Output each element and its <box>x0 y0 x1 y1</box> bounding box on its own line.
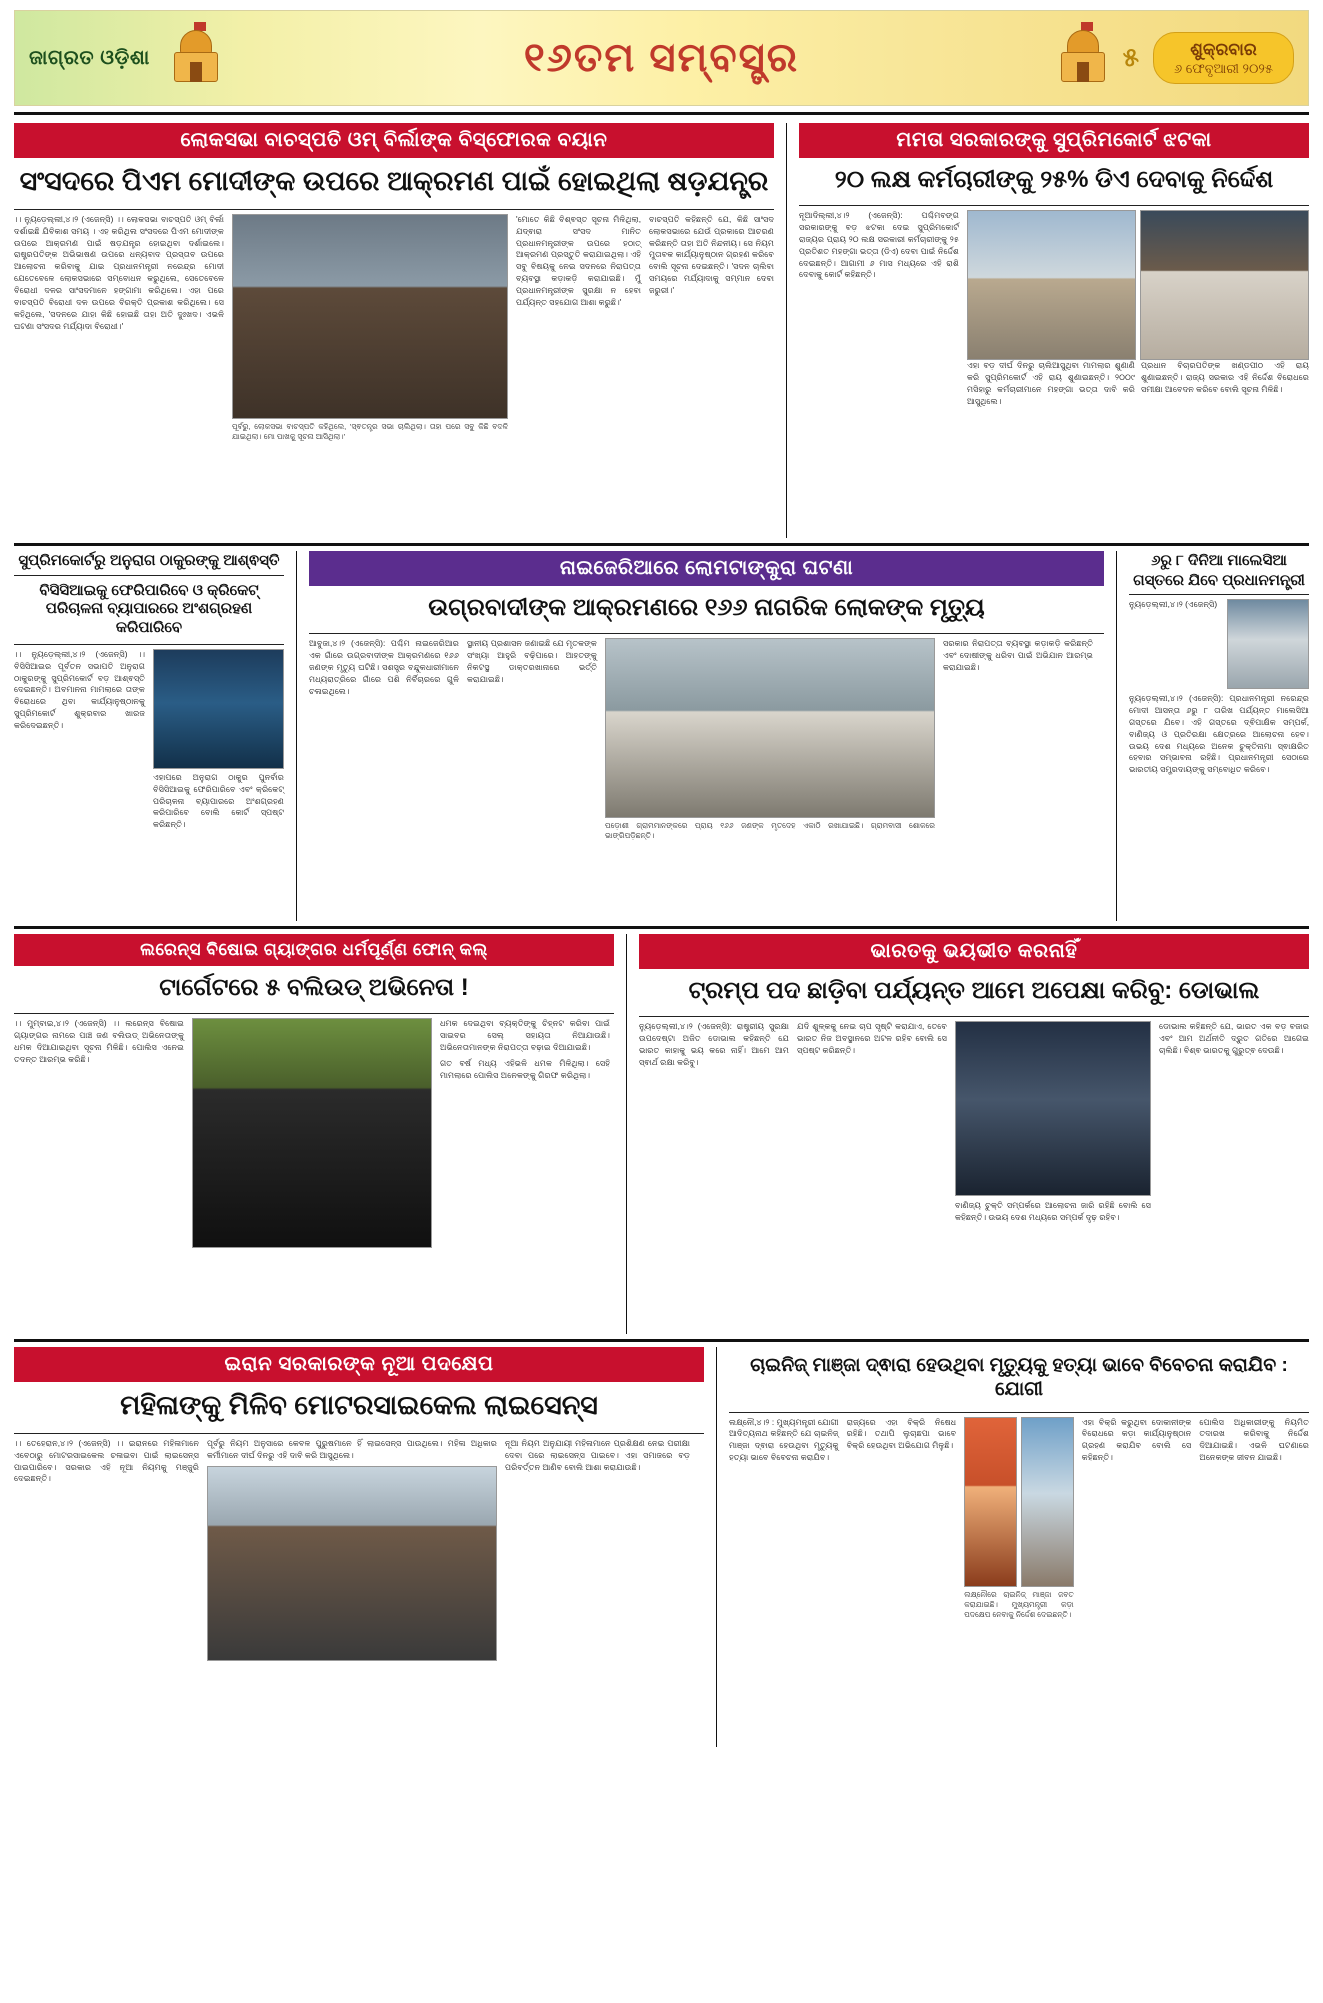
article-headline: ମହିଳାଙ୍କୁ ମିଳିବ ମୋଟରସାଇକେଲ ଲାଇସେନ୍ସ <box>120 1390 598 1420</box>
article-dateline: ନ୍ୟୁଡ଼େଲ୍ଲୀ,୪।୨ (ଏଜେନ୍ସି) <box>1129 600 1218 609</box>
photo-caption: ଲକ୍ଷ୍ନୌରେ ଚାଇନିଜ୍ ମାଞ୍ଜା ଜବତ କରାଯାଇଛି। ମୁଖ୍ୟମନ୍ତ୍ରୀ କଡ଼ା ପଦକ୍ଷେପ ନେବାକୁ ନିର୍ଦ୍ଦେଶ ଦେଇଛନ୍ତି। <box>964 1589 1074 1619</box>
article-body-col1: ।। ତେହେରାନ,୪।୨ (ଏଜେନ୍ସି) ।। ଇରାନରେ ମହିଳାମାନେ ଏବେଠାରୁ ମୋଟରସାଇକେଲ ଚଳାଇବା ପାଇଁ ଲାଇସେନ୍ସ ପାଇପାରିବେ। ସରକାର ଏହି ନୂଆ ନିୟମକୁ ମଞ୍ଜୁରି ଦେଇଛନ୍ତି। <box>14 1438 199 1484</box>
column-divider <box>716 1347 717 1747</box>
narendra-modi-photo <box>1227 599 1309 689</box>
mamata-banerjee-photo <box>1140 210 1309 360</box>
article-nigeria <box>309 551 1104 921</box>
publication-day: ଶୁକ୍ରବାର <box>1190 40 1257 60</box>
article-body-col4: ଡୋଭାଲ କହିଛନ୍ତି ଯେ, ଭାରତ ଏକ ବଡ଼ ବଜାର ଏବଂ ଆମ ଅର୍ଥନୀତି ଦ୍ରୁତ ଗତିରେ ଆଗେଇ ଚାଲିଛି। ବିଶ୍ଵ ଭାରତକୁ ଗୁରୁତ୍ଵ ଦେଉଛି। <box>1159 1022 1309 1055</box>
article-iran-licence <box>14 1347 704 1747</box>
article-om-birla <box>14 123 774 538</box>
article-body-col3: ବାଚସ୍ପତି କହିଛନ୍ତି ଯେ, କିଛି ସାଂସଦ ଲୋକସଭାରେ ଯେଉଁ ପ୍ରକାରେ ଆଚରଣ କରିଛନ୍ତି ତାହା ଅତି ନିନ୍ଦନୀୟ। ସେ ନିୟମ ମୁତାବକ କାର୍ଯ୍ୟାନୁଷ୍ଠାନ ଗ୍ରହଣ କରିବେ ବୋଲି ସୂଚନା ଦେଇଛନ୍ତି। 'ସଦନ ଚାଲିବା ସମୟରେ ମର୍ଯ୍ୟାଦାକୁ ସମ୍ମାନ ଦେବା ଜରୁରୀ।' <box>649 214 774 296</box>
masthead <box>14 10 1309 106</box>
fourth-row <box>14 1347 1309 1747</box>
column-divider <box>786 123 787 538</box>
article-body-col2: ଏହାପରେ ଅନୁରାଗ ଠାକୁର ପୁନର୍ବାର ବିସିସିଆଇକୁ ଫେରିପାରିବେ ଏବଂ କ୍ରିକେଟ୍ ପରିଚାଳନା ବ୍ୟାପାରରେ ଅଂଶଗ୍ରହଣ କରିପାରିବେ ବୋଲି କୋର୍ଟ ସ୍ପଷ୍ଟ କରିଛନ୍ତି। <box>153 772 284 830</box>
top-row <box>14 123 1309 538</box>
article-body-col2: ଯଦି ଶୁଳ୍କକୁ ନେଇ ଚାପ ସୃଷ୍ଟି କରାଯାଏ, ତେବେ ଭାରତ ନିଜ ଅବସ୍ଥାନରେ ଅଟଳ ରହିବ ବୋଲି ସେ ସ୍ପଷ୍ଟ କରିଛନ୍ତି। <box>797 1022 947 1055</box>
om-birla-photo <box>232 214 508 419</box>
article-body-col1: ଆବୁଜା,୪।୨ (ଏଜେନ୍ସି): ପଶ୍ଚିମ ନାଇଜେରିଆର ଏକ ଗାଁରେ ଉଗ୍ରବାଦୀଙ୍କ ଆକ୍ରମଣରେ ୧୬୬ ଜଣଙ୍କ ମୃତ୍ୟୁ ଘଟିଛି। ସଶସ୍ତ୍ର ବନ୍ଦୁକଧାରୀମାନେ ମଧ୍ୟରାତ୍ରିରେ ଗାଁରେ ପଶି ନିର୍ବିଚାରରେ ଗୁଳି ଚଳାଇଥିଲେ। <box>309 639 459 696</box>
chinese-manja-photo <box>1021 1417 1074 1587</box>
article-doval <box>639 934 1309 1334</box>
column-divider <box>1116 551 1117 921</box>
second-row <box>14 551 1309 921</box>
article-headline: ଟ୍ରମ୍ପ ପଦ ଛାଡ଼ିବା ପର୍ଯ୍ୟନ୍ତ ଆମେ ଅପେକ୍ଷା କରିବୁ: ଡୋଭାଲ <box>688 977 1260 1004</box>
women-bikers-photo <box>207 1466 497 1661</box>
article-headline: ସଂସଦରେ ପିଏମ ମୋଦୀଙ୍କ ଉପରେ ଆକ୍ରମଣ ପାଇଁ ହୋଇଥିଲା ଷଡ଼ଯନ୍ତ୍ର <box>19 166 769 196</box>
article-body-col2: ସ୍ଥାନୀୟ ପ୍ରଶାସନ ଜଣାଇଛି ଯେ ମୃତକଙ୍କ ସଂଖ୍ୟା ଆହୁରି ବଢ଼ିପାରେ। ଆହତଙ୍କୁ ନିକଟସ୍ଥ ଡାକ୍ତରଖାନାରେ ଭର୍ତ୍ତି କରାଯାଇଛି। <box>467 639 597 684</box>
article-body-col3: ନୂଆ ନିୟମ ଅନୁଯାୟୀ ମହିଳାମାନେ ପ୍ରଶିକ୍ଷଣ ନେଇ ପରୀକ୍ଷା ଦେବା ପରେ ଲାଇସେନ୍ସ ପାଇବେ। ଏହା ସମାଜରେ ବଡ଼ ପରିବର୍ତ୍ତନ ଆଣିବ ବୋଲି ଆଶା କରାଯାଉଛି। <box>505 1438 690 1472</box>
issue-number: ୫ <box>1122 42 1139 72</box>
masthead-right <box>1057 28 1294 88</box>
article-kicker: ଇରାନ ସରକାରଙ୍କ ନୂଆ ପଦକ୍ଷେପ <box>14 1347 704 1382</box>
article-malaysia-visit <box>1129 551 1309 921</box>
article-kicker: ଚାଇନିଜ୍ ମାଞ୍ଜା ଦ୍ଵାରା ହେଉଥିବା ମୃତ୍ୟୁକୁ ହତ୍ୟା ଭାବେ ବିବେଚନା କରାଯିବ : ଯୋଗୀ <box>729 1347 1309 1408</box>
article-yogi-manja <box>729 1347 1309 1747</box>
article-body-col3: ସରକାର ନିରାପତ୍ତା ବ୍ୟବସ୍ଥା କଡ଼ାକଡ଼ି କରିଛନ୍ତି ଏବଂ ଦୋଷୀଙ୍କୁ ଧରିବା ପାଇଁ ଅଭିଯାନ ଆରମ୍ଭ କରାଯାଇଛି। <box>943 639 1093 672</box>
article-mamata-da <box>799 123 1309 538</box>
temple-icon <box>170 28 222 88</box>
article-body-col3: ଗତ ବର୍ଷ ମଧ୍ୟ ଏହିଭଳି ଧମକ ମିଳିଥିଲା। ସେହି ମାମଲାରେ ପୋଲିସ ଅନେକଙ୍କୁ ଗିରଫ କରିଥିଲା। <box>440 1058 610 1080</box>
article-body-col1: ।। ମୁମ୍ବାଇ,୪।୨ (ଏଜେନ୍ସି) ।। ଲରେନ୍ସ ବିଷୋଇ ଗ୍ୟାଙ୍ଗର ନାମରେ ପାଞ୍ଚ ଜଣ ବଲିଉଡ୍ ଅଭିନେତାଙ୍କୁ ଧମକ ଦିଆଯାଇଥିବା ସୂଚନା ମିଳିଛି। ପୋଲିସ ଏନେଇ ତଦନ୍ତ ଆରମ୍ଭ କରିଛି। <box>14 1019 184 1064</box>
article-body-col2: 'ମୋତେ କିଛି ବିଶ୍ଵସ୍ତ ସୂଚନା ମିଳିଥିଲା, ଯଦ୍ଵାରା ସଂସଦ ମାନିତ ପ୍ରଧାନମନ୍ତ୍ରୀଙ୍କ ଉପରେ ହଠାତ୍ ଆକ୍ରମଣ ପ୍ରସ୍ତୁତି କରାଯାଇଥିଲା। ଏହି ସବୁ ବିଷୟକୁ ନେଇ ସଦନରେ ନିରାପତ୍ତା ବ୍ୟବସ୍ଥା କଡ଼ାକଡ଼ି କରାଯାଇଛି। ମୁଁ ପ୍ରଧାନମନ୍ତ୍ରୀଙ୍କ ସୁରକ୍ଷା ନ ହେବା ପର୍ଯ୍ୟନ୍ତ ସହଯୋଗ ଆଶା କରୁଛି।' <box>516 214 641 307</box>
article-kicker: ଲରେନ୍ସ ବିଷୋଇ ଗ୍ୟାଙ୍ଗର ଧର୍ମପୂର୍ଣ୍ଣ ଫୋନ୍ କଲ୍ <box>14 934 614 966</box>
article-anurag-thakur <box>14 551 284 921</box>
column-divider <box>626 934 627 1334</box>
nigeria-funeral-photo <box>605 638 935 818</box>
masthead-title: ୧୬ତମ ସମ୍ବସ୍ତ୍ର <box>523 35 800 80</box>
newspaper-brand: ଜାଗ୍ରତ ଓଡ଼ିଶା <box>29 46 150 69</box>
trump-modi-photo <box>955 1021 1151 1196</box>
anurag-thakur-photo <box>153 649 284 769</box>
article-headline: ୨୦ ଲକ୍ଷ କର୍ମଚାରୀଙ୍କୁ ୨୫% ଡିଏ ଦେବାକୁ ନିର୍ଦ୍ଦେଶ <box>834 166 1274 193</box>
article-kicker: ନାଇଜେରିଆରେ ଲୋମଟାଙ୍କୁରା ଘଟଣା <box>309 551 1104 586</box>
third-row <box>14 934 1309 1334</box>
article-body-col2: ଧମକ ଦେଇଥିବା ବ୍ୟକ୍ତିଙ୍କୁ ଚିହ୍ନଟ କରିବା ପାଇଁ ସାଇବର ସେଲ୍ ସହାୟତା ନିଆଯାଉଛି। ଅଭିନେତାମାନଙ୍କ ନିରାପତ୍ତା ବଢ଼ାଇ ଦିଆଯାଇଛି। <box>440 1019 610 1052</box>
article-subhead: ବିସିସିଆଇକୁ ଫେରିପାରିବେ ଓ କ୍ରିକେଟ୍ ପରିଚାଳନା ବ୍ୟାପାରରେ ଅଂଶଗ୍ରହଣ କରିପାରିବେ <box>39 581 259 636</box>
article-body: ନ୍ୟୁଡ଼େଲ୍ଲୀ,୪।୨ (ଏଜେନ୍ସି): ପ୍ରଧାନମନ୍ତ୍ରୀ ନରେନ୍ଦ୍ର ମୋଦୀ ଆସନ୍ତା ୬ରୁ ୮ ତାରିଖ ପର୍ଯ୍ୟନ୍ତ ମାଲେସିଆ ଗସ୍ତରେ ଯିବେ। ଏହି ଗସ୍ତରେ ଦ୍ଵିପାକ୍ଷିକ ସମ୍ପର୍କ, ବାଣିଜ୍ୟ ଓ ପ୍ରତିରକ୍ଷା କ୍ଷେତ୍ରରେ ଆଲୋଚନା ହେବ। ଉଭୟ ଦେଶ ମଧ୍ୟରେ ଅନେକ ଚୁକ୍ତିନାମା ସ୍ଵାକ୍ଷରିତ ହେବାର ସମ୍ଭାବନା ରହିଛି। ପ୍ରଧାନମନ୍ତ୍ରୀ ସେଠାରେ ଭାରତୀୟ ସମ୍ପ୍ରଦାୟଙ୍କୁ ସମ୍ବୋଧିତ କରିବେ। <box>1129 694 1309 775</box>
article-body-col2: ରାଜ୍ୟରେ ଏହା ବିକ୍ରି ନିଷେଧ ରହିଛି। ତଥାପି ଲୁଚାଛପା ଭାବେ ବିକ୍ରି ହେଉଥିବା ଅଭିଯୋଗ ମିଳୁଛି। <box>846 1417 957 1451</box>
masthead-rule <box>14 112 1309 115</box>
article-bishnoi <box>14 934 614 1334</box>
article-body-col1: ।। ନ୍ୟୁଡ଼େଲ୍ଲୀ,୪।୨ (ଏଜେନ୍ସି) ।। ଲୋକସଭା ବାଚସ୍ପତି ଓମ୍ ବିର୍ଲା ଦର୍ଶାଇଛି ଯିବିକାଶ ସମୟ । ଏହ କରିଥିଲ ସଂସଦରେ ପିଏମ ମୋଦୀଙ୍କ ଉପରେ ଆକ୍ରମଣ ପାଇଁ ଷଡ଼ଯନ୍ତ୍ର ହୋଇଥିବା ଦର୍ଶାଇଲେ। ରାଷ୍ଟ୍ରପତିଙ୍କ ଅଭିଭାଷଣ ଉପରେ ଧନ୍ୟବାଦ ପ୍ରସ୍ତାବ ଉପରେ ଆଲୋଚନା କରିବାକୁ ଯାଇ ପ୍ରଧାନମନ୍ତ୍ରୀ ନରେନ୍ଦ୍ର ମୋଦୀ ଯେତେବେଳେ ଲୋକସଭାରେ ସମ୍ବୋଧନ କରୁଥିଲେ, ସେତେବେଳେ ବିରୋଧୀ ଦଳର ସାଂସଦମାନେ ହଙ୍ଗାମା କରିଥିଲେ। ଏହା ପରେ ବାଚସ୍ପତି ବିରୋଧୀ ଦଳ ଉପରେ ବିରକ୍ତି ପ୍ରକାଶ କରିଥିଲେ। ସେ କହିଥିଲେ, 'ସଦନରେ ଯାହା କିଛି ହୋଇଛି ତାହା ଅତି ଦୁଃଖଦ। ଏଭଳି ଘଟଣା ସଂସଦର ମର୍ଯ୍ୟାଦା ବିରୋଧୀ।' <box>14 214 224 331</box>
article-body-col1: ନୂଆଦିଲ୍ଲୀ,୪।୨ (ଏଜେନ୍ସି): ପଶ୍ଚିମବଙ୍ଗ ସରକାରଙ୍କୁ ବଡ଼ ଝଟକା ଦେଇ ସୁପ୍ରିମକୋର୍ଟ ରାଜ୍ୟର ପ୍ରାୟ ୨୦ ଲକ୍ଷ ସରକାରୀ କର୍ମଚାରୀଙ୍କୁ ୨୫ ପ୍ରତିଶତ ମହଙ୍ଗା ଭତ୍ତା (ଡିଏ) ଦେବା ପାଇଁ ନିର୍ଦ୍ଦେଶ ଦେଇଛନ୍ତି। ଆଗାମୀ ୬ ମାସ ମଧ୍ୟରେ ଏହି ରାଶି ଦେବାକୁ କୋର୍ଟ କହିଛନ୍ତି। <box>799 211 959 280</box>
photo-caption: ପଡ଼ୋଶୀ ଗ୍ରାମମାନଙ୍କରେ ପ୍ରାୟ ୧୬୬ ଜଣଙ୍କ ମୃତଦେହ ଏକାଠି ରଖାଯାଇଛି। ଗ୍ରାମବାସୀ ଶୋକରେ ଭାଙ୍ଗିପଡ଼ିଛନ୍ତି। <box>605 821 935 841</box>
article-body-col4: ପୋଲିସ ଅଧିକାରୀଙ୍କୁ ନିୟମିତ ତଦାରଖ କରିବାକୁ ନିର୍ଦ୍ଦେଶ ଦିଆଯାଇଛି। ଏଭଳି ଘଟଣାରେ ଅନେକଙ୍କ ଜୀବନ ଯାଇଛି। <box>1199 1417 1309 1463</box>
publication-date: ୬ ଫେବୃଆରୀ ୨୦୨୫ <box>1174 60 1273 76</box>
article-body-col3: ବାଣିଜ୍ୟ ଚୁକ୍ତି ସମ୍ପର୍କରେ ଆଲୋଚନା ଜାରି ରହିଛି ବୋଲି ସେ କହିଛନ୍ତି। ଉଭୟ ଦେଶ ମଧ୍ୟରେ ସମ୍ପର୍କ ଦୃଢ଼ ରହିବ। <box>955 1201 1151 1222</box>
temple-icon <box>1057 28 1109 88</box>
yogi-adityanath-photo <box>964 1417 1017 1587</box>
article-headline: ଟାର୍ଗେଟରେ ୫ ବଲିଉଡ୍ ଅଭିନେତା ! <box>159 974 469 1001</box>
article-kicker: ମମତା ସରକାରଙ୍କୁ ସୁପ୍ରିମକୋର୍ଟ ଝଟକା <box>799 123 1309 158</box>
article-body-col1: ଲକ୍ଷ୍ନୌ,୪।୨ : ମୁଖ୍ୟମନ୍ତ୍ରୀ ଯୋଗୀ ଆଦିତ୍ୟନାଥ କହିଛନ୍ତି ଯେ ଚାଇନିଜ୍ ମାଞ୍ଜା ଦ୍ଵାରା ହେଉଥିବା ମୃତ୍ୟୁକୁ ହତ୍ୟା ଭାବେ ବିବେଚନା କରାଯିବ। <box>729 1417 839 1463</box>
article-kicker: ୬ରୁ ୮ ଦିନିଆ ମାଲେସିଆ ଗସ୍ତରେ ଯିବେ ପ୍ରଧାନମନ୍ତ୍ରୀ <box>1133 552 1305 589</box>
date-badge <box>1153 32 1294 84</box>
article-body-col3: ଏହା ବିକ୍ରି କରୁଥିବା ଦୋକାନୀଙ୍କ ବିରୋଧରେ କଡ଼ା କାର୍ଯ୍ୟାନୁଷ୍ଠାନ ଗ୍ରହଣ କରାଯିବ ବୋଲି ସେ କହିଛନ୍ତି। <box>1081 1417 1192 1463</box>
article-body-col1: ।। ନ୍ୟୁଡ଼େଲ୍ଲୀ,୪।୨ (ଏଜେନ୍ସି) ।। ବିସିସିଆଇର ପୂର୍ବତନ ସଭାପତି ଅନୁରାଗ ଠାକୁରଙ୍କୁ ସୁପ୍ରିମକୋର୍ଟ ବଡ଼ ଆଶ୍ଵସ୍ତି ଦେଇଛନ୍ତି। ଅବମାନନା ମାମଲାରେ ତାଙ୍କ ବିରୋଧରେ ଥିବା କାର୍ଯ୍ୟାନୁଷ୍ଠାନକୁ ସୁପ୍ରିମକୋର୍ଟ ଶୁକ୍ରବାର ଖାରଜ କରିଦେଇଛନ୍ତି। <box>14 649 145 731</box>
article-kicker: ସୁପ୍ରିମକୋର୍ଟରୁ ଅନୁରାଗ ଠାକୁରଙ୍କୁ ଆଶ୍ଵସ୍ତି <box>18 552 280 569</box>
lawrence-bishnoi-photo <box>192 1018 432 1248</box>
article-body-col1: ନ୍ୟୁଡ଼େଲ୍ଲୀ,୪।୨ (ଏଜେନ୍ସି): ରାଷ୍ଟ୍ରୀୟ ସୁରକ୍ଷା ଉପଦେଷ୍ଟା ଅଜିତ ଡୋଭାଲ କହିଛନ୍ତି ଯେ ଭାରତ କାହାକୁ ଭୟ କରେ ନାହିଁ। ଆମେ ଆମ ସ୍ଵାର୍ଥ ରକ୍ଷା କରିବୁ। <box>639 1022 789 1067</box>
article-body-col3: ପ୍ରଧାନ ବିଚାରପତିଙ୍କ ଖଣ୍ଡପୀଠ ଏହି ରାୟ ଶୁଣାଇଛନ୍ତି। ରାଜ୍ୟ ସରକାର ଏହି ନିର୍ଦ୍ଦେଶ ବିରୋଧରେ ସମୀକ୍ଷା ଆବେଦନ କରିବେ ବୋଲି ସୂଚନା ମିଳିଛି। <box>1141 361 1309 394</box>
article-body-col2: ଏହା ବଡ଼ ଦୀର୍ଘ ଦିନରୁ ଚାଲିଆସୁଥିବା ମାମଲାର ଶୁଣାଣି କରି ସୁପ୍ରିମକୋର୍ଟ ଏହି ରାୟ ଶୁଣାଇଛନ୍ତି। ୨୦୦୯ ମସିହାରୁ କର୍ମଚାରୀମାନେ ମହଙ୍ଗା ଭତ୍ତା ଦାବି କରି ଆସୁଥିଲେ। <box>967 361 1135 406</box>
article-kicker: ଭାରତକୁ ଭୟଭୀତ କରନାହିଁ <box>639 934 1309 969</box>
masthead-left <box>29 28 222 88</box>
supreme-court-photo <box>967 210 1136 360</box>
article-kicker: ଲୋକସଭା ବାଚସ୍ପତି ଓମ୍ ବିର୍ଲାଙ୍କ ବିସ୍ଫୋରକ ବୟାନ <box>14 123 774 158</box>
article-body-col2: ପୂର୍ବରୁ ନିୟମ ଅନୁସାରେ କେବଳ ପୁରୁଷମାନେ ହିଁ ଲାଇସେନ୍ସ ପାଉଥିଲେ। ମହିଳା ଅଧିକାର କର୍ମୀମାନେ ଦୀର୍ଘ ଦିନରୁ ଏହି ଦାବି କରି ଆସୁଥିଲେ। <box>207 1438 497 1460</box>
article-headline: ଉଗ୍ରବାଦୀଙ୍କ ଆକ୍ରମଣରେ ୧୬୬ ନାଗରିକ ଲୋକଙ୍କ ମୃତ୍ୟୁ <box>428 594 985 621</box>
column-divider <box>296 551 297 921</box>
photo-caption: ପୂର୍ବରୁ, ଲୋକସଭା ବାଚସ୍ପତି କହିଥିଲେ, 'ସ୍ଵତନ୍ତ୍ର ସଭା ଚାଲିଥିଲା। ତାହା ପରେ ସବୁ କିଛି ବଦଳି ଯାଇଥିଲା। ମୋ ପାଖକୁ ସୂଚନା ଆସିଥିଲା।' <box>232 421 508 441</box>
